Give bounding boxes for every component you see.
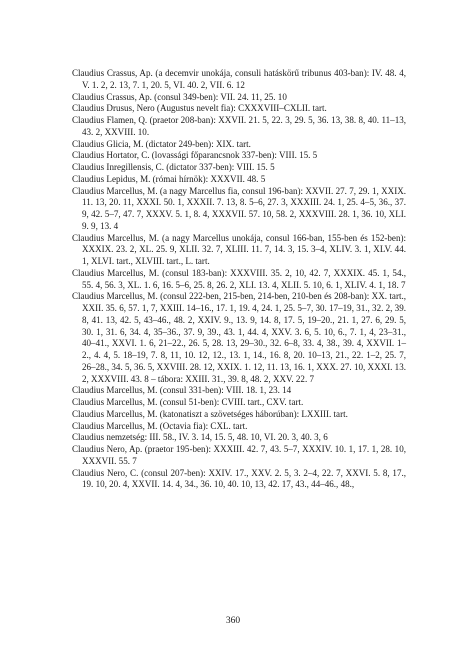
index-entry: Claudius Marcellus, M. (a nagy Marcellus fia, consul 196-ban): XXVII. 27. 7, 29. 1, XXIX. 11. 13, 20. 11, XXXI. 50. 1, XXXII. 7. 13, 8. 5–6, 27. 3, XXXIII. 24. 1, 25. 4–5, 36., 37. 9, 42. 5–7, 47. 7, XXXV. 5. 1, 8. 4, XXXVII. 57. 10, 58. 2, XXXVIII. 28. 1, 36. 10, XLI. 9. 9, 13. 4 [72,185,406,231]
index-entry: Claudius Marcellus, M. (a nagy Marcellus unokája, consul 166-ban, 155-ben és 152-ben): XXXIX. 23. 2, XL. 25. 9, XLII. 32. 7, XLIII. 11. 7, 14. 3, 15. 3–4, XLIV. 3. 1, XLV. 44. 1, XLVI. tart., XLVIII. tart., L. tart. [72,232,406,266]
index-entry: Claudius Lepidus, M. (római hírnök): XXXVII. 48. 5 [72,173,266,184]
index-entry: Claudius nemzetség: III. 58., IV. 3. 14, 15. 5, 48. 10, VI. 20. 3, 40. 3, 6 [72,432,328,443]
index-entry: Claudius Nero, Ap. (praetor 195-ben): XXXIII. 42. 7, 43. 5–7, XXXIV. 10. 1, 17. 1, 28. 10, XXXVII. 55. 7 [72,444,406,466]
index-entry: Claudius Marcellus, M. (consul 331-ben): VIII. 18. 1, 23. 14 [72,385,292,396]
index-entry: Claudius Glicia, M. (dictator 249-ben): XIX. tart. [72,138,251,149]
index-entry: Claudius Marcellus, M. (consul 222-ben, 215-ben, 214-ben, 210-ben és 208-ban): XX. tart., XXII. 35. 6, 57. 1, 7, XXIII. 14–16., 17. 1, 19. 4, 24. 1, 25. 5–7, 30. 17–19, 31., 32. 2, 39. 8, 41. 13, 42. 5, 43–46., 48. 2, XXIV. 9., 13. 9, 14. 8, 17. 5, 19–20., 21. 1, 27. 6, 29. 5, 30. 1, 31. 6, 34. 4, 35–36., 37. 9, 39., 43. 1, 44. 4, XXV. 3. 6, 5. 10, 6., 7. 1, 4, 23–31., 40–41., XXVI. 1. 6, 21–22., 26. 5, 28. 13, 29–30., 32. 6–8, 33. 4, 38., 39. 4, XXVII. 1–2., 4. 4, 5. 18–19, 7. 8, 11, 10. 12, 12., 13. 1, 14., 16. 8, 20. 10–13, 21., 22. 1–2, 25. 7, 26–28., 34. 5, 36. 5, XXVIII. 28. 12, XXIX. 1. 12, 11. 13, 16. 1, XXX. 27. 10, XXXI. 13. 2, XXXVIII. 43. 8 – tábora: XXIII. 31., 39. 8, 48. 2, XXV. 22. 7 [72,291,406,384]
index-entry: Claudius Marcellus, M. (consul 51-ben): CVIII. tart., CXV. tart. [72,397,304,407]
index-entry: Claudius Marcellus, M. (Octavia fia): CXL. tart. [72,420,248,431]
page-number: 360 [225,616,241,626]
index-entry: Claudius Flamen, Q. (praetor 208-ban): XXVII. 21. 5, 22. 3, 29. 5, 36. 13, 38. 8, 40. 11–13, 43. 2, XXVIII. 10. [72,115,406,137]
index-entry: Claudius Crassus, Ap. (consul 349-ben): VII. 24. 11, 25. 10 [72,91,287,102]
index-entry: Claudius Crassus, Ap. (a decemvir unokája, consuli hatáskörű tribunus 403-ban): IV. 48. 4, V. 1. 2, 2. 13, 7. 1, 20. 5, VI. 40. 2, VII. 6. 12 [72,68,406,90]
index-entry: Claudius Hortator, C. (lovassági főparancsnok 337-ben): VIII. 15. 5 [72,150,318,161]
index-entry: Claudius Marcellus, M. (consul 183-ban): XXXVIII. 35. 2, 10, 42. 7, XXXIX. 45. 1, 54., 55. 4, 56. 3, XL. 1. 6, 16. 5–6, 25. 8, 26. 2, XLI. 13. 4, XLII. 5. 10, 6. 1, XLIV. 4. 1, 18. 7 [72,267,406,290]
index-entries [72,68,406,491]
index-entry: Claudius Drusus, Nero (Augustus nevelt fia): CXXXVIII–CXLII. tart. [72,103,327,114]
index-entry: Claudius Nero, C. (consul 207-ben): XXIV. 17., XXV. 2. 5, 3. 2–4, 22. 7, XXVI. 5. 8, 17., 19. 10, 20. 4, XXVII. 14. 4, 34., 36. 10, 40. 10, 13, 42. 17, 43., 44–46., 48., [72,467,406,490]
index-entry: Claudius Marcellus, M. (katonatiszt a szövetséges háborúban): LXXIII. tart. [72,408,348,419]
index-entry: Claudius Inregillensis, C. (dictator 337-ben): VIII. 15. 5 [72,162,275,172]
